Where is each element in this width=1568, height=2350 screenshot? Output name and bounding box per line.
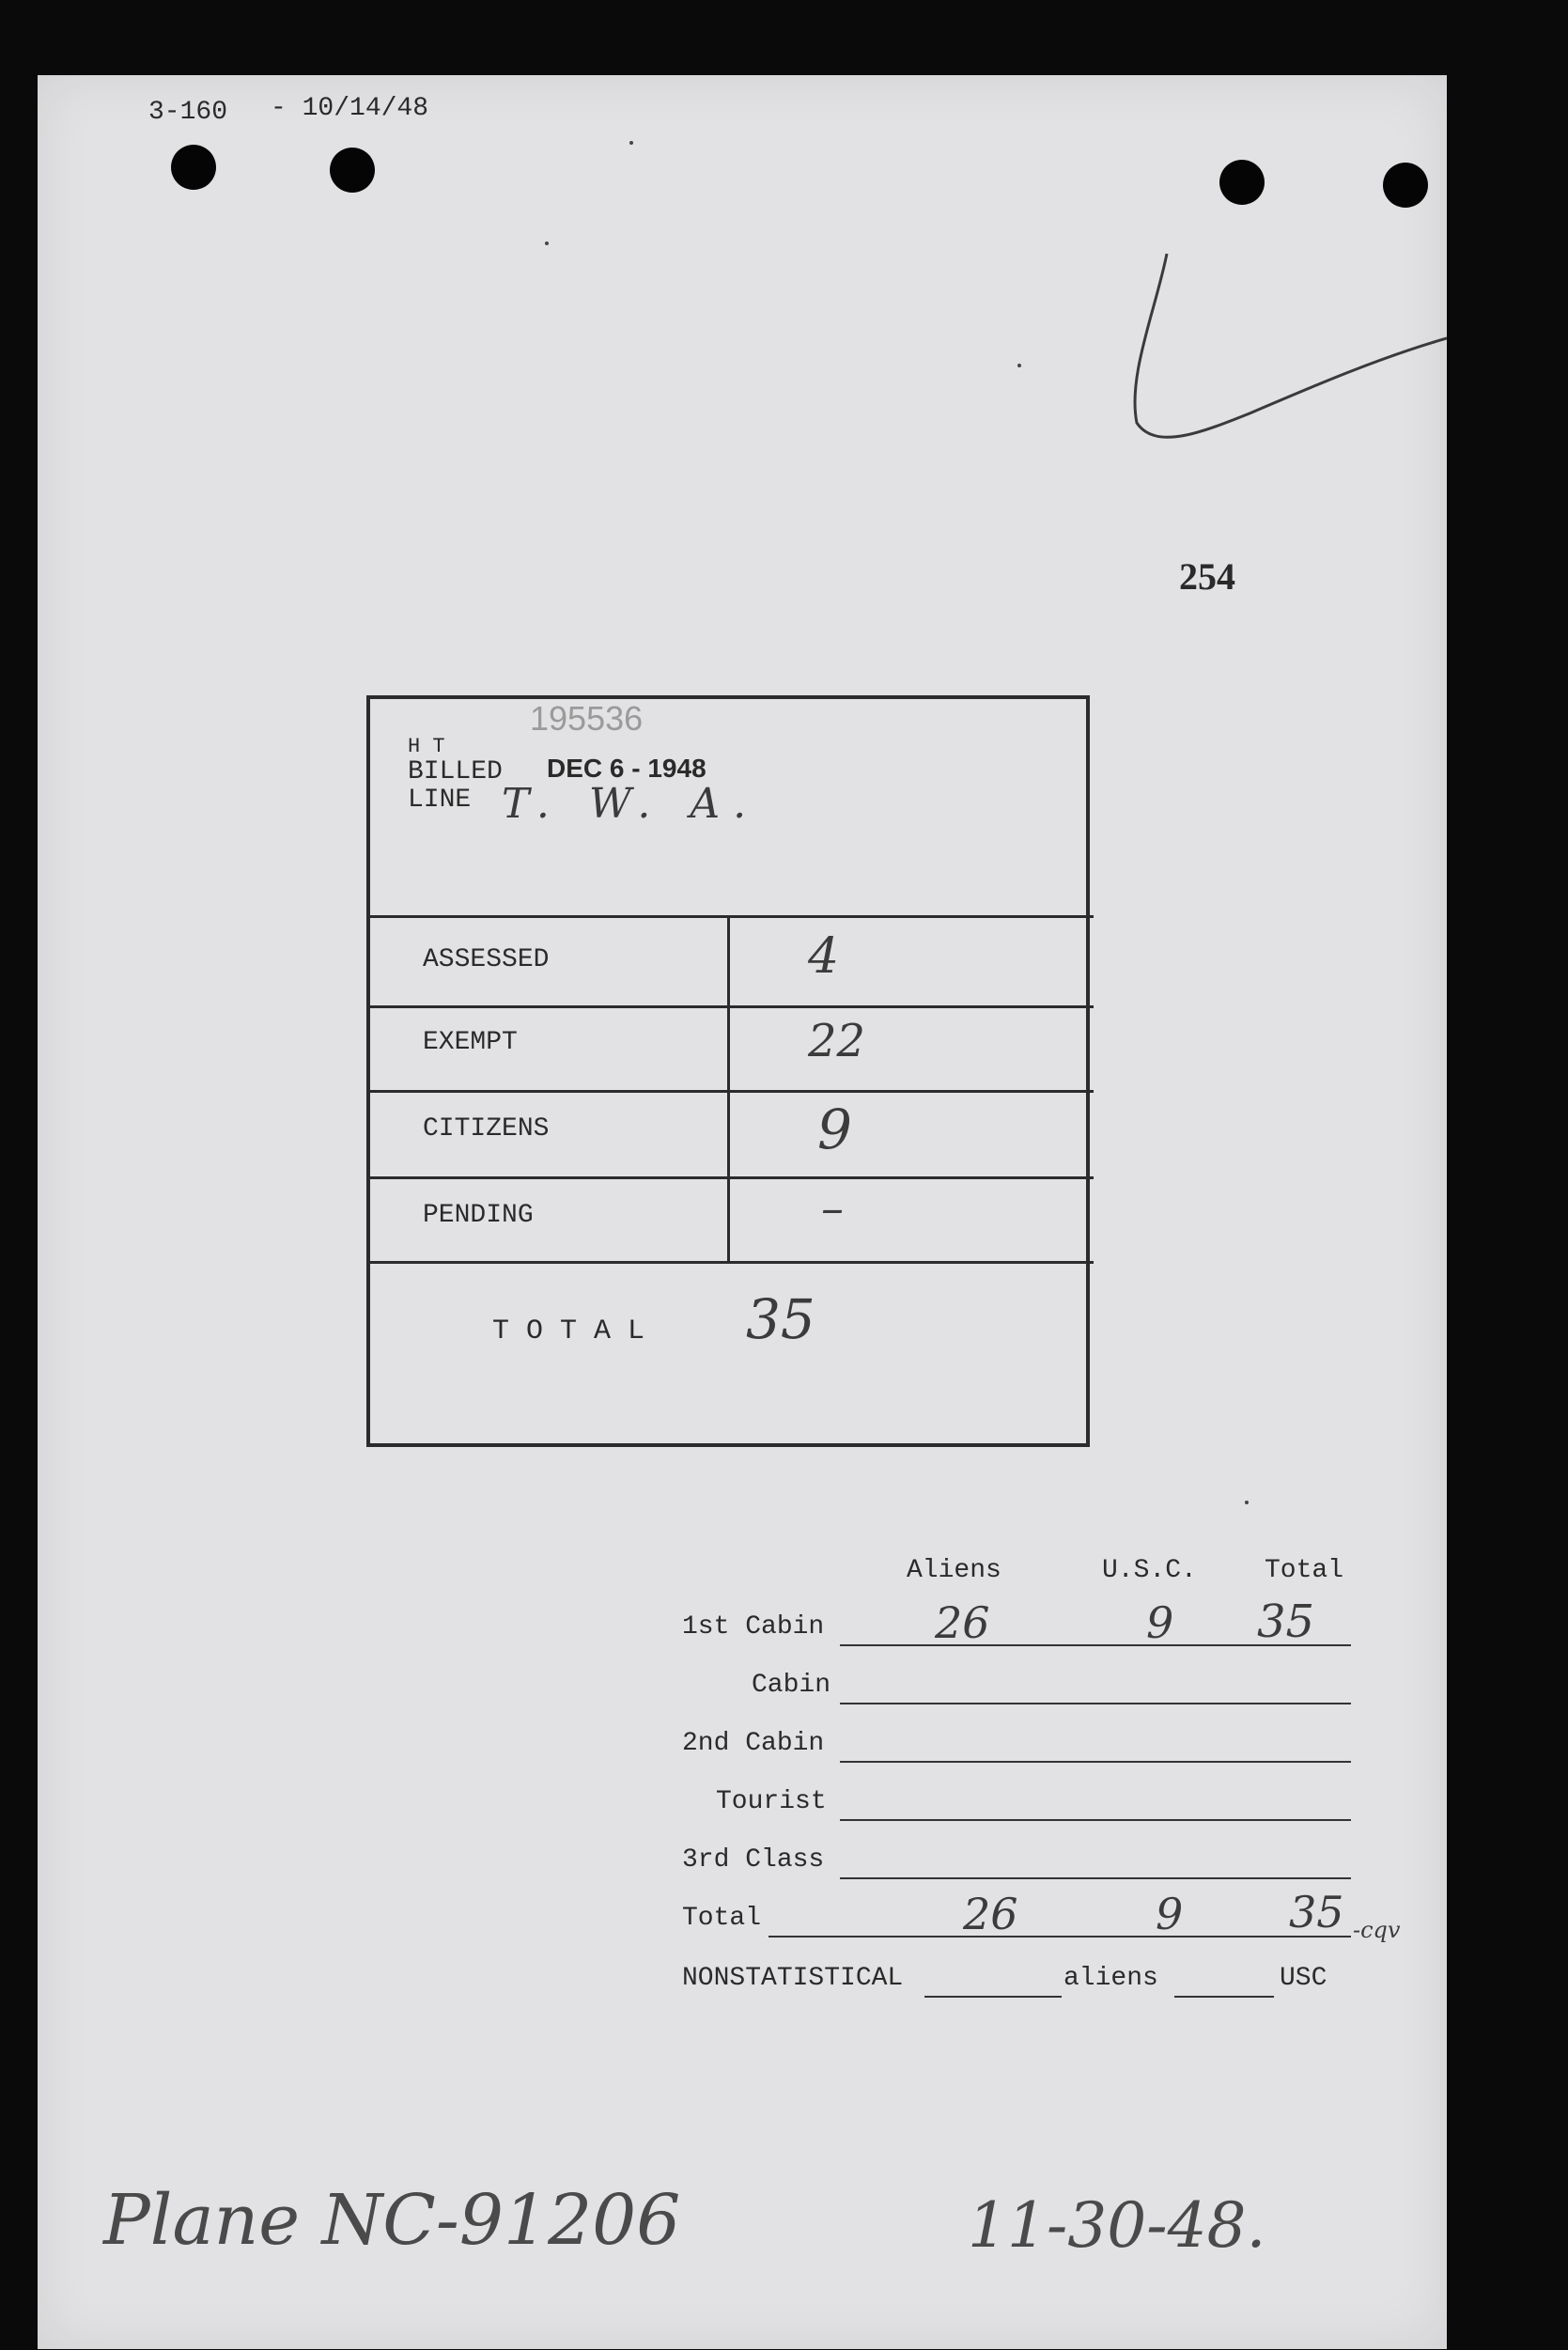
row-label-3rd-class: 3rd Class — [682, 1845, 825, 1875]
box-total-value: 35 — [746, 1287, 815, 1351]
check-mark — [1118, 244, 1447, 451]
box-divider — [370, 1005, 1094, 1008]
handwritten-date: 11-30-48. — [968, 2189, 1266, 2262]
row-label-citizens: CITIZENS — [423, 1114, 550, 1144]
form-date: - 10/14/48 — [271, 94, 429, 123]
summary-total-line — [768, 1936, 1351, 1938]
box-divider — [370, 915, 1094, 918]
punch-hole-4 — [1383, 163, 1428, 208]
row-label-2nd-cabin: 2nd Cabin — [682, 1729, 825, 1758]
line-label: LINE — [408, 786, 472, 815]
row-line-2nd-cabin — [840, 1761, 1351, 1763]
stamp-serial: 195536 — [530, 699, 644, 738]
summary-total-total: 35 — [1289, 1887, 1344, 1938]
row-label-tourist: Tourist — [716, 1787, 827, 1816]
row-value-exempt: 22 — [808, 1015, 866, 1067]
summary-total-initials: -cqv — [1353, 1917, 1401, 1943]
row-label-assessed: ASSESSED — [423, 945, 550, 974]
row-value-citizens: 9 — [817, 1097, 852, 1161]
punch-hole-1 — [171, 145, 216, 190]
passenger-count-box — [366, 695, 1090, 1447]
row-total-1st-cabin: 35 — [1257, 1595, 1315, 1648]
summary-total-aliens: 26 — [963, 1889, 1018, 1939]
nonstat-aliens-line — [924, 1996, 1062, 1998]
row-line-cabin — [840, 1703, 1351, 1704]
col-usc: U.S.C. — [1102, 1556, 1197, 1585]
ht-label: H T — [408, 735, 445, 758]
form-code: 3-160 — [148, 98, 228, 127]
plane-number: Plane NC-91206 — [103, 2180, 681, 2261]
row-line-3rd-class — [840, 1877, 1351, 1879]
line-value: T. W. A. — [502, 780, 760, 828]
summary-total-label: Total — [682, 1904, 762, 1933]
row-label-cabin: Cabin — [752, 1671, 831, 1700]
punch-hole-3 — [1219, 160, 1265, 205]
box-total-label: T O T A L — [492, 1315, 645, 1347]
col-total: Total — [1265, 1556, 1344, 1585]
document-page — [38, 75, 1447, 2349]
col-aliens: Aliens — [907, 1556, 1001, 1585]
box-divider — [370, 1176, 1094, 1179]
speck — [545, 241, 549, 245]
row-line-tourist — [840, 1819, 1351, 1821]
box-divider — [370, 1261, 1094, 1264]
row-label-exempt: EXEMPT — [423, 1028, 518, 1057]
box-column-divider — [727, 915, 730, 1261]
row-usc-1st-cabin: 9 — [1146, 1597, 1174, 1648]
box-divider — [370, 1090, 1094, 1093]
nonstat-label: NONSTATISTICAL — [682, 1964, 904, 1993]
nonstat-usc-label: USC — [1280, 1964, 1327, 1993]
row-value-assessed: 4 — [808, 928, 840, 985]
row-label-pending: PENDING — [423, 1201, 534, 1230]
punch-hole-2 — [330, 148, 375, 193]
speck — [629, 141, 633, 145]
billed-date-stamp: DEC 6 - 1948 — [547, 754, 706, 783]
row-value-pending: – — [821, 1182, 844, 1235]
page-number: 254 — [1179, 555, 1235, 598]
row-aliens-1st-cabin: 26 — [935, 1597, 990, 1648]
speck — [1245, 1501, 1249, 1504]
nonstat-aliens-label: aliens — [1063, 1964, 1158, 1993]
row-label-1st-cabin: 1st Cabin — [682, 1612, 825, 1642]
nonstat-usc-line — [1174, 1996, 1274, 1998]
summary-total-usc: 9 — [1156, 1889, 1184, 1939]
billed-label: BILLED — [408, 757, 503, 786]
speck — [1017, 364, 1021, 367]
